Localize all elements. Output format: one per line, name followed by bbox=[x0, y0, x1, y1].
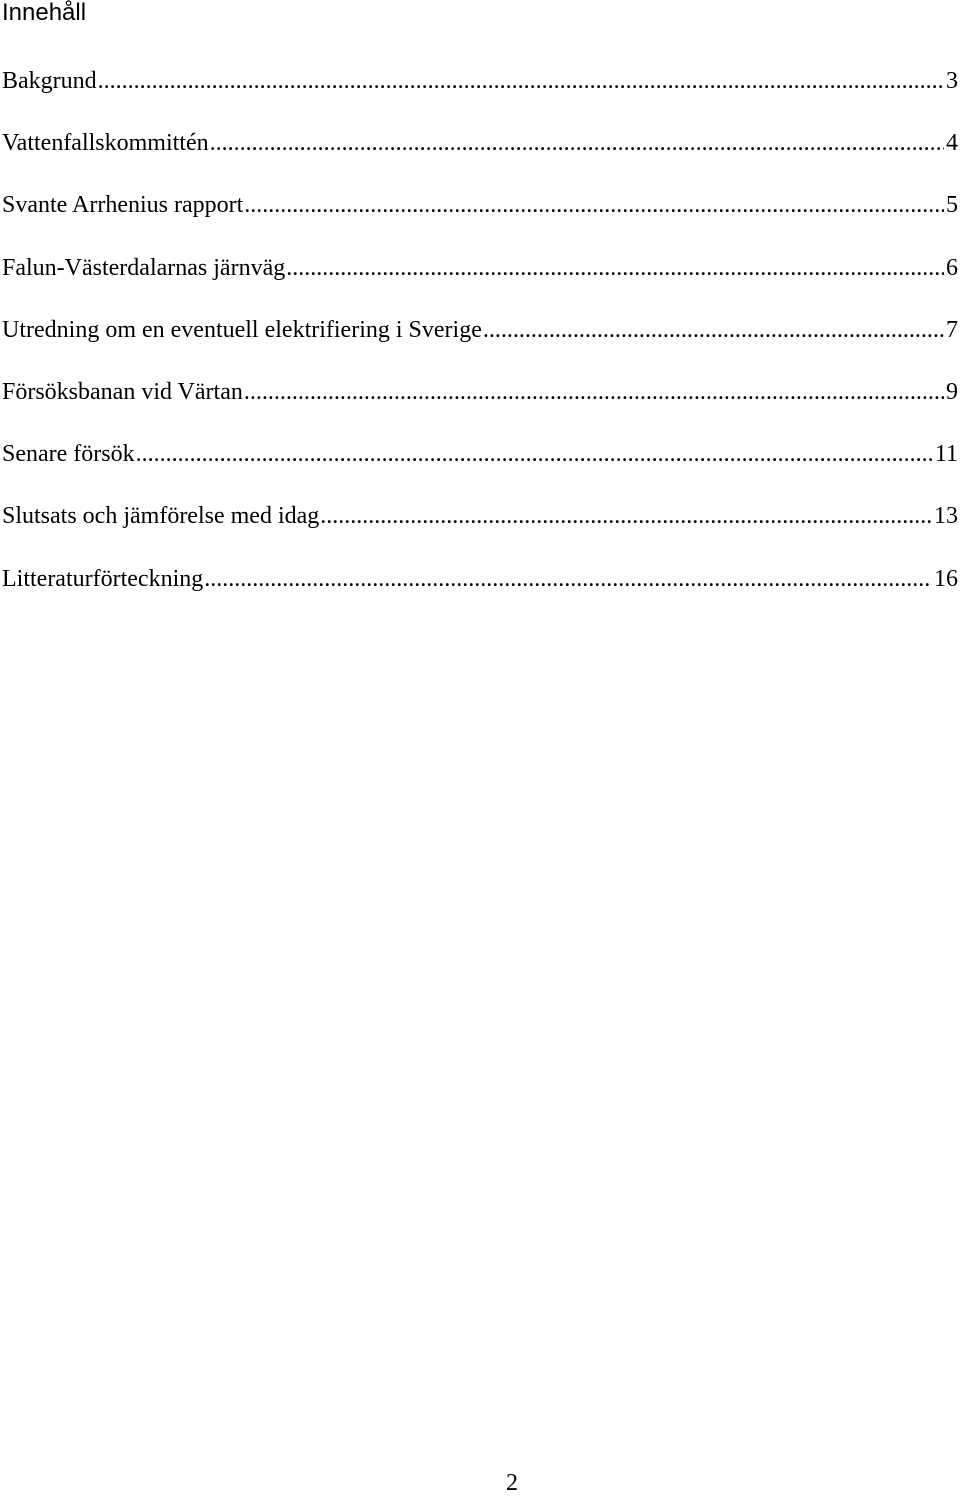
toc-dot-leader bbox=[286, 253, 944, 283]
toc-entry[interactable] bbox=[2, 128, 958, 190]
toc-dot-leader bbox=[244, 377, 944, 407]
toc-entry[interactable] bbox=[2, 190, 958, 252]
toc-entry[interactable] bbox=[2, 66, 958, 128]
toc-entry-page: 3 bbox=[946, 68, 958, 94]
toc-entry-page: 5 bbox=[946, 192, 958, 219]
toc-entry-title: Försöksbanan vid Värtan bbox=[2, 378, 243, 405]
toc-entry-title: Vattenfallskommittén bbox=[2, 130, 209, 157]
toc-entry-page: 7 bbox=[946, 316, 958, 343]
toc-entry-page: 13 bbox=[934, 503, 958, 530]
toc-dot-leader bbox=[204, 564, 932, 594]
toc-entry[interactable] bbox=[2, 253, 958, 315]
toc-entry[interactable] bbox=[2, 315, 958, 377]
toc-dot-leader bbox=[210, 128, 944, 158]
toc-entry-title: Utredning om en eventuell elektrifiering i Sverige bbox=[2, 316, 482, 343]
toc-entry-page: 16 bbox=[934, 565, 958, 592]
toc-entry[interactable] bbox=[2, 377, 958, 439]
toc-entry-title: Svante Arrhenius rapport bbox=[2, 192, 244, 219]
page-number: 2 bbox=[506, 1470, 518, 1496]
toc-entry-page: 4 bbox=[946, 130, 958, 157]
toc-entry-page: 9 bbox=[946, 378, 958, 405]
toc-entry-title: Falun-Västerdalarnas järnväg bbox=[2, 254, 286, 281]
toc-entry[interactable] bbox=[2, 501, 958, 563]
toc-dot-leader bbox=[244, 190, 944, 220]
toc-dot-leader bbox=[320, 501, 932, 531]
toc-dot-leader bbox=[98, 66, 944, 96]
toc-entry-title: Bakgrund bbox=[2, 68, 97, 94]
toc-entry-title: Senare försök bbox=[2, 441, 135, 468]
toc-entry-title: Slutsats och jämförelse med idag bbox=[2, 503, 320, 530]
toc-entry-title: Litteraturförteckning bbox=[2, 565, 204, 592]
toc-entry[interactable] bbox=[2, 564, 958, 626]
table-of-contents bbox=[2, 66, 958, 626]
toc-dot-leader bbox=[136, 439, 933, 469]
toc-dot-leader bbox=[483, 315, 944, 345]
toc-heading: Innehåll bbox=[2, 0, 87, 26]
toc-entry[interactable] bbox=[2, 439, 958, 501]
toc-entry-page: 11 bbox=[934, 441, 958, 468]
toc-entry-page: 6 bbox=[946, 254, 958, 281]
